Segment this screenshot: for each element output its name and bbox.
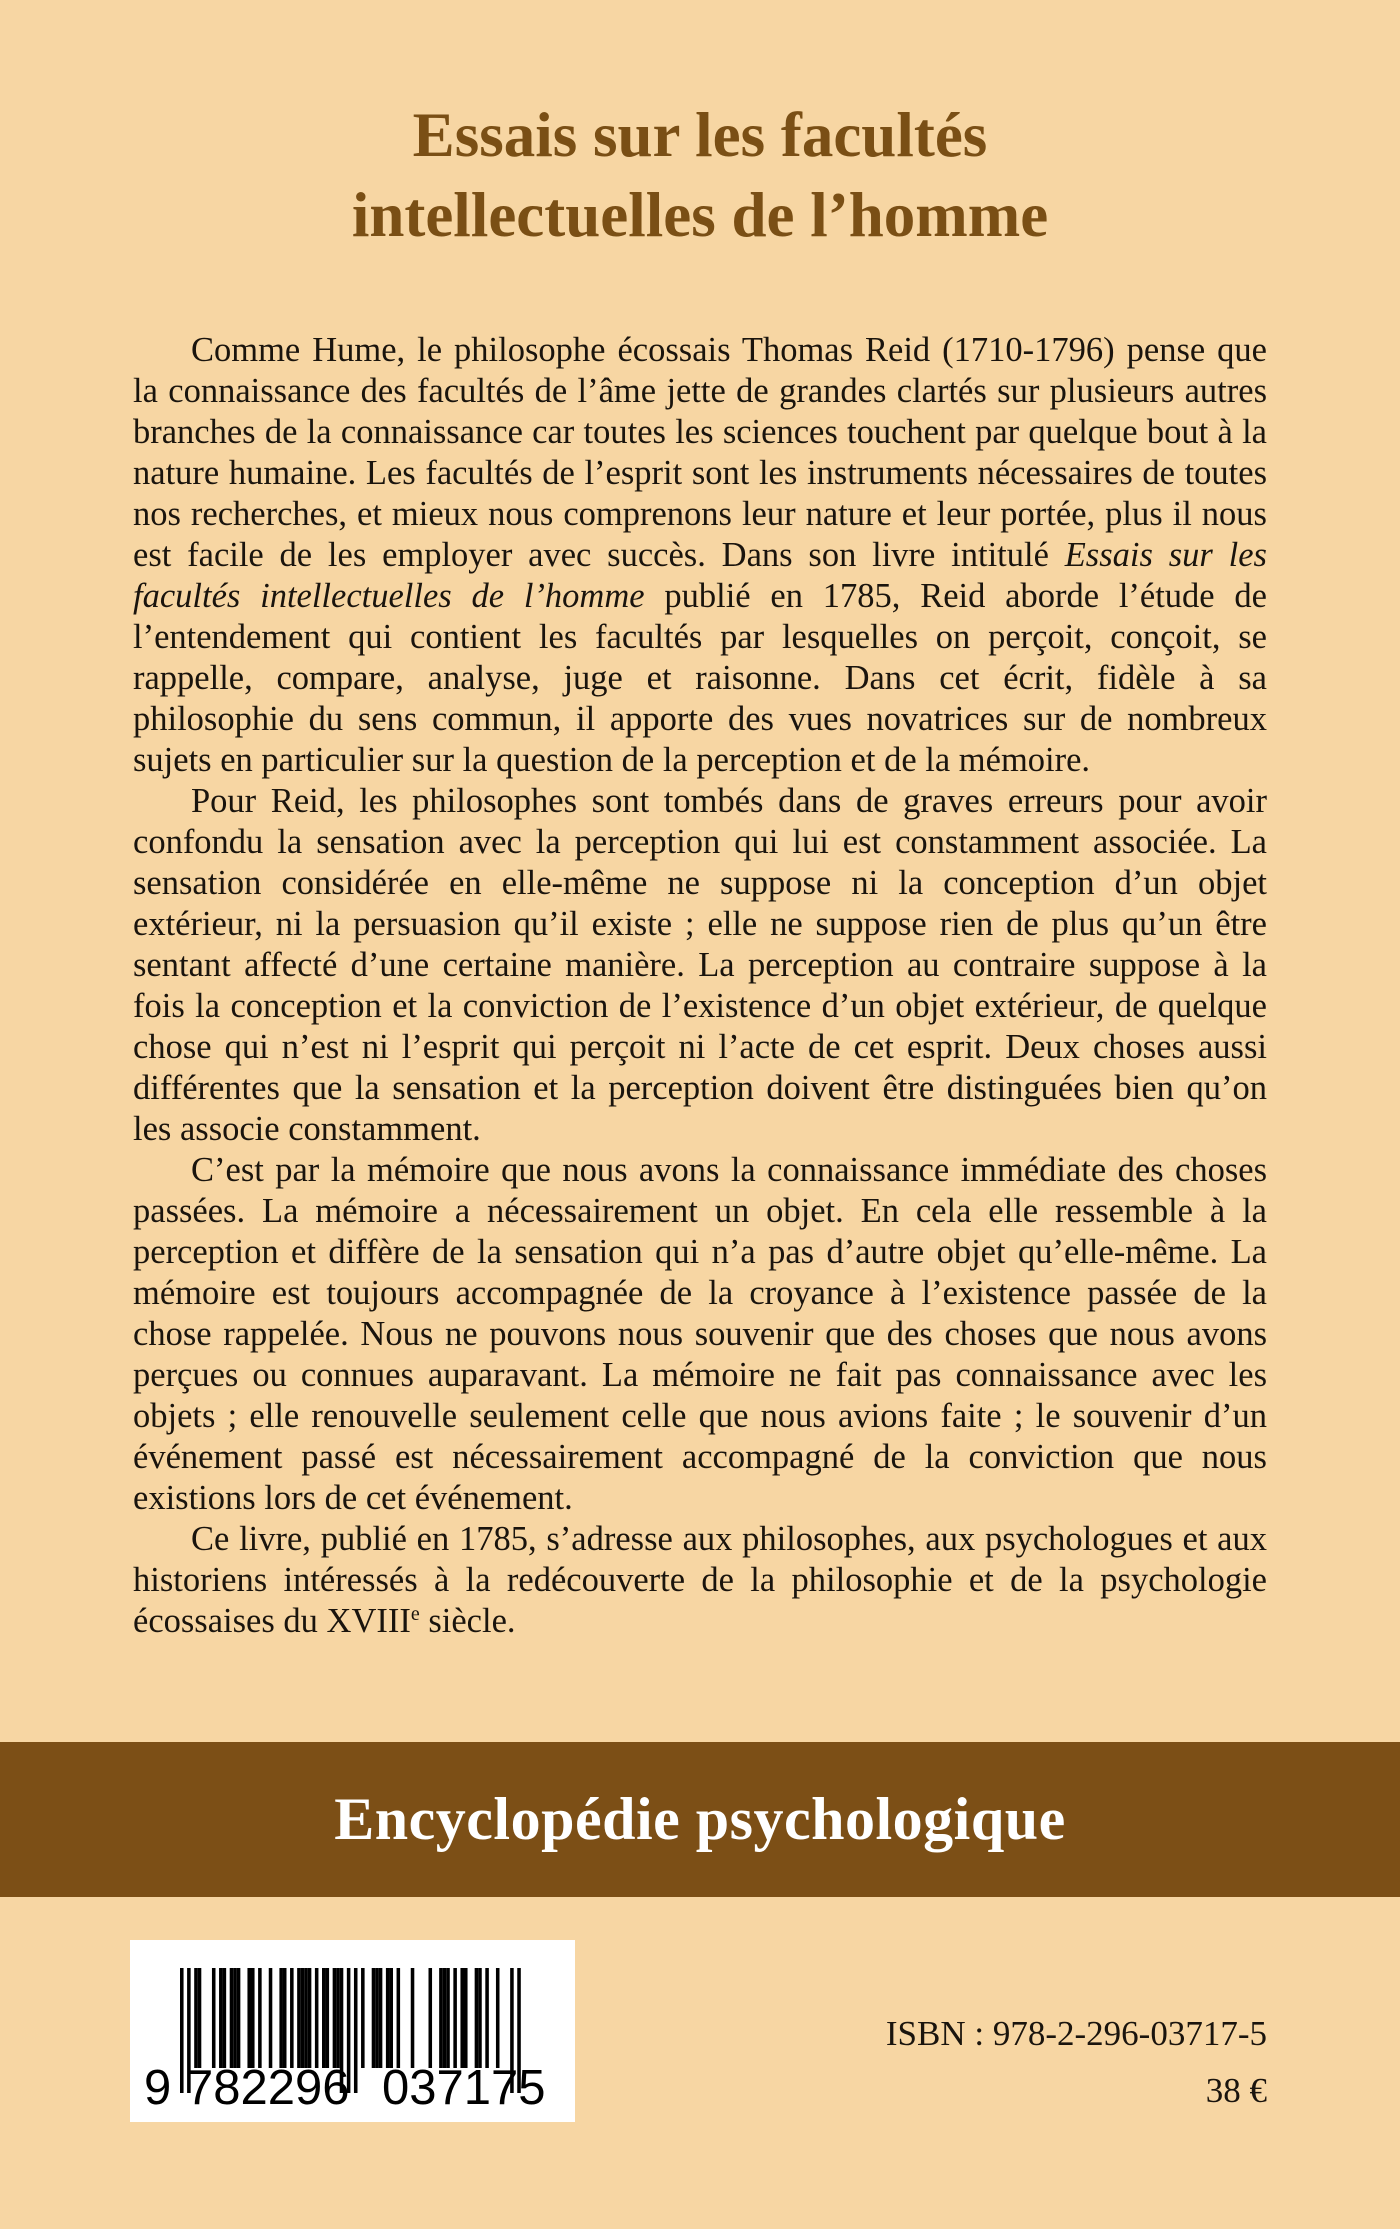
barcode-bar bbox=[237, 1968, 241, 2068]
series-title: Encyclopédie psychologique bbox=[334, 1786, 1066, 1852]
paragraph-2: Pour Reid, les philosophes sont tombés dans de graves erreurs pour avoir confondu la sensation avec la perception qui lui est constamment associée. La sensation considérée en elle-même ne suppose ni la conception d’un objet extérieur, ni la persuasion qu’il existe ; elle ne suppose rien de plus qu’un être sentant affecté d’une certaine manière. La perception au contraire suppose à la fois la conception et la conviction de l’existence d’un objet extérieur, de quelque chose qui n’est ni l’esprit qui perçoit ni l’acte de cet esprit. Deux choses aussi différentes que la sensation et la perception doivent être distinguées bien qu’on les associe constamment. bbox=[133, 782, 1267, 1148]
barcode-bar bbox=[219, 1968, 223, 2068]
barcode-bar bbox=[333, 1968, 337, 2068]
barcode-bar bbox=[297, 1968, 301, 2068]
barcode-bar bbox=[326, 1968, 330, 2068]
book-title-italic: Essais sur les facultés intellectuelles de l’homme bbox=[133, 536, 1267, 615]
barcode-bar bbox=[247, 1968, 251, 2068]
barcode-bar bbox=[386, 1968, 390, 2068]
barcode-bar bbox=[453, 1968, 457, 2068]
barcode-bar bbox=[389, 1968, 393, 2068]
barcode-bar bbox=[301, 1968, 305, 2068]
barcode-bar bbox=[429, 1968, 433, 2068]
barcode-bar bbox=[308, 1968, 312, 2068]
barcode-bar bbox=[198, 1968, 202, 2068]
barcode-bar bbox=[251, 1968, 255, 2068]
book-title-line-2: intellectuelles de l’homme bbox=[351, 180, 1049, 250]
back-cover-blurb bbox=[133, 330, 1267, 1642]
barcode-bar bbox=[336, 1968, 340, 2068]
paragraph-4-text-a: Ce livre, publié en 1785, s’adresse aux philosophes, aux psychologues et aux historiens intéressés à la redécouverte de la philosophie et de la psychologie écossaises du XVIII bbox=[133, 1520, 1267, 1640]
barcode-bar bbox=[460, 1968, 464, 2068]
paragraph-4 bbox=[133, 1519, 1267, 1642]
barcode-bar bbox=[279, 1968, 283, 2068]
barcode-bar bbox=[372, 1968, 376, 2068]
barcode-bar bbox=[304, 1968, 308, 2068]
barcode-bar bbox=[194, 1968, 198, 2068]
barcode-bar bbox=[478, 1968, 482, 2068]
barcode-bar bbox=[223, 1968, 227, 2068]
barcode-bar bbox=[315, 1968, 319, 2068]
barcode-digits-left: 782296 bbox=[186, 2061, 350, 2115]
barcode-digits bbox=[130, 2060, 575, 2116]
barcode-digit-lead: 9 bbox=[144, 2061, 172, 2115]
paragraph-1-text-b: publié en 1785, Reid aborde l’étude de l’entendement qui contient les facultés par lesquelles on perçoit, conçoit, se rappelle, compare, analyse, juge et raisonne. Dans cet écrit, fidèle à sa philosophie du sens commun, il apporte des vues novatrices sur de nombreux sujets en particulier sur la question de la perception et de la mémoire. bbox=[133, 577, 1267, 779]
barcode-digits-right: 037175 bbox=[382, 2061, 546, 2115]
barcode-bar bbox=[496, 1968, 500, 2068]
book-title bbox=[0, 95, 1400, 255]
barcode-bar bbox=[411, 1968, 415, 2068]
paragraph-1-text-a: Comme Hume, le philosophe écossais Thomas Reid (1710-1796) pense que la connaissance des facultés de l’âme jette de grandes clartés sur plusieurs autres branches de la connaissance car toutes les sciences touchent par quelque bout à la nature humaine. Les facultés de l’esprit sont les instruments nécessaires de toutes nos recherches, et mieux nous comprenons leur nature et leur portée, plus il nous est facile de les employer avec succès. Dans son livre intitulé bbox=[133, 331, 1267, 574]
paragraph-1 bbox=[133, 330, 1267, 781]
barcode-bar bbox=[269, 1968, 273, 2068]
barcode-bar bbox=[446, 1968, 450, 2068]
barcode-bar bbox=[443, 1968, 447, 2068]
paragraph-4-text-b: siècle. bbox=[419, 1602, 516, 1640]
barcode-bar bbox=[322, 1968, 326, 2068]
isbn: ISBN : 978-2-296-03717-5 bbox=[885, 2014, 1267, 2053]
barcode-bar bbox=[375, 1968, 379, 2068]
barcode-bar bbox=[397, 1968, 401, 2068]
barcode-bar bbox=[230, 1968, 234, 2068]
century-superscript: e bbox=[410, 1603, 420, 1625]
barcode-bar bbox=[485, 1968, 489, 2068]
barcode-bar bbox=[290, 1968, 294, 2068]
barcode-bar bbox=[361, 1968, 365, 2068]
barcode-bar bbox=[464, 1968, 468, 2068]
paragraph-3: C’est par la mémoire que nous avons la connaissance immédiate des choses passées. La mémoire a nécessairement un objet. En cela elle ressemble à la perception et diffère de la sensation qui n’a pas d’autre objet qu’elle-même. La mémoire est toujours accompagnée de la croyance à l’existence passée de la chose rappelée. Nous ne pouvons nous souvenir que des choses que nous avons perçues ou connues auparavant. La mémoire ne fait pas connaissance avec les objets ; elle renouvelle seulement celle que nous avions faite ; le souvenir d’un événement passé est nécessairement accompagné de la conviction que nous existions lors de cet événement. bbox=[133, 1151, 1267, 1517]
barcode-bar bbox=[475, 1968, 479, 2068]
barcode-bar bbox=[439, 1968, 443, 2068]
barcode-bar bbox=[283, 1968, 287, 2068]
barcode-bar bbox=[258, 1968, 262, 2068]
barcode-bar bbox=[379, 1968, 383, 2068]
book-title-line-1: Essais sur les facultés bbox=[412, 100, 988, 170]
barcode-bar bbox=[212, 1968, 216, 2068]
barcode bbox=[130, 1940, 575, 2122]
price: 38 € bbox=[1205, 2071, 1267, 2110]
series-band bbox=[0, 1742, 1400, 1897]
barcode-bar bbox=[233, 1968, 237, 2068]
